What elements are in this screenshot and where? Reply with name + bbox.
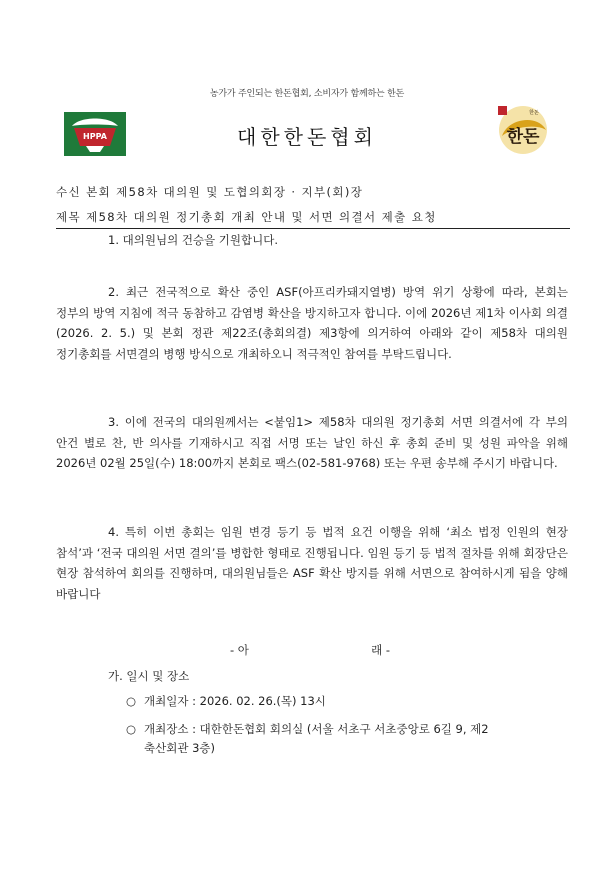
paragraph-2: 2. 최근 전국적으로 확산 중인 ASF(아프리카돼지열병) 방역 위기 상황에 따라, 본회는 정부의 방역 지침에 적극 동참하고 감염병 확산을 방지하고자 합니다. 이에 2026년 제1차 이사회 의결(2026. 2. 5.) 및 본회 정관 제22조(총회의결) 제3항에 의거하여 아래와 같이 제58차 대의원 정기총회를 서면결의 병행 방식으로 개최하오니 적극적인 참여를 부탁드립니다.	[56, 285, 568, 361]
subject-line: 제목 제58차 대의원 정기총회 개최 안내 및 서면 의결서 제출 요청	[56, 210, 437, 224]
notice-heading	[230, 642, 390, 658]
item-continuation: 축산회관 3층)	[144, 741, 216, 755]
paragraph-3: 3. 이에 전국의 대의원께서는 <붙임1> 제58차 대의원 정기총회 서면 의결서에 각 부의 안건 별로 찬, 반 의사를 기재하시고 직접 서명 또는 날인 하신 후 총회 준비 및 성원 파악을 위해 2026년 02월 25일(수) 18:00까지 본회로 팩스(02-581-9768) 또는 우편 송부해 주시기 바랍니다.	[56, 415, 568, 471]
handon-logo-small-text: 한돈	[529, 110, 539, 116]
org-name: 대한한돈협회	[237, 125, 377, 149]
handon-logo-text: 한돈	[506, 127, 540, 147]
notice-heading-right: 래 -	[371, 643, 390, 657]
handon-brand-logo-icon	[494, 100, 552, 158]
header-divider	[56, 228, 570, 229]
list-item	[126, 692, 572, 711]
circle-bullet-icon: ○	[126, 694, 137, 708]
section-title: 가. 일시 및 장소	[108, 669, 190, 683]
list-item	[126, 720, 572, 758]
hppa-logo-text: HPPA	[83, 132, 107, 141]
receiver-line: 수신 본회 제58차 대의원 및 도협의회장 · 지부(회)장	[56, 185, 364, 199]
notice-heading-left: - 아	[230, 643, 249, 657]
slogan: 농가가 주인되는 한돈협회, 소비자가 함께하는 한돈	[209, 89, 405, 99]
paragraph-4: 4. 특히 이번 총회는 임원 변경 등기 등 법적 요건 이행을 위해 ‘최소 법정 인원의 현장 참석’과 ‘전국 대의원 서면 결의’를 병합한 형태로 진행됩니다. 임원 등기 등 법적 절차를 위해 회장단은 현장 참석하여 회의를 진행하며, 대의원님들은 ASF 확산 방지를 위해 서면으로 참여하시게 됨을 양해 바랍니다	[56, 525, 568, 601]
item-text: 개최일자 : 2026. 02. 26.(목) 13시	[144, 694, 326, 708]
circle-bullet-icon: ○	[126, 722, 137, 736]
paragraph-1: 1. 대의원님의 건승을 기원합니다.	[108, 233, 279, 247]
item-text: 개최장소 : 대한한돈협회 회의실 (서울 서초구 서초중앙로 6길 9, 제2	[144, 722, 489, 736]
